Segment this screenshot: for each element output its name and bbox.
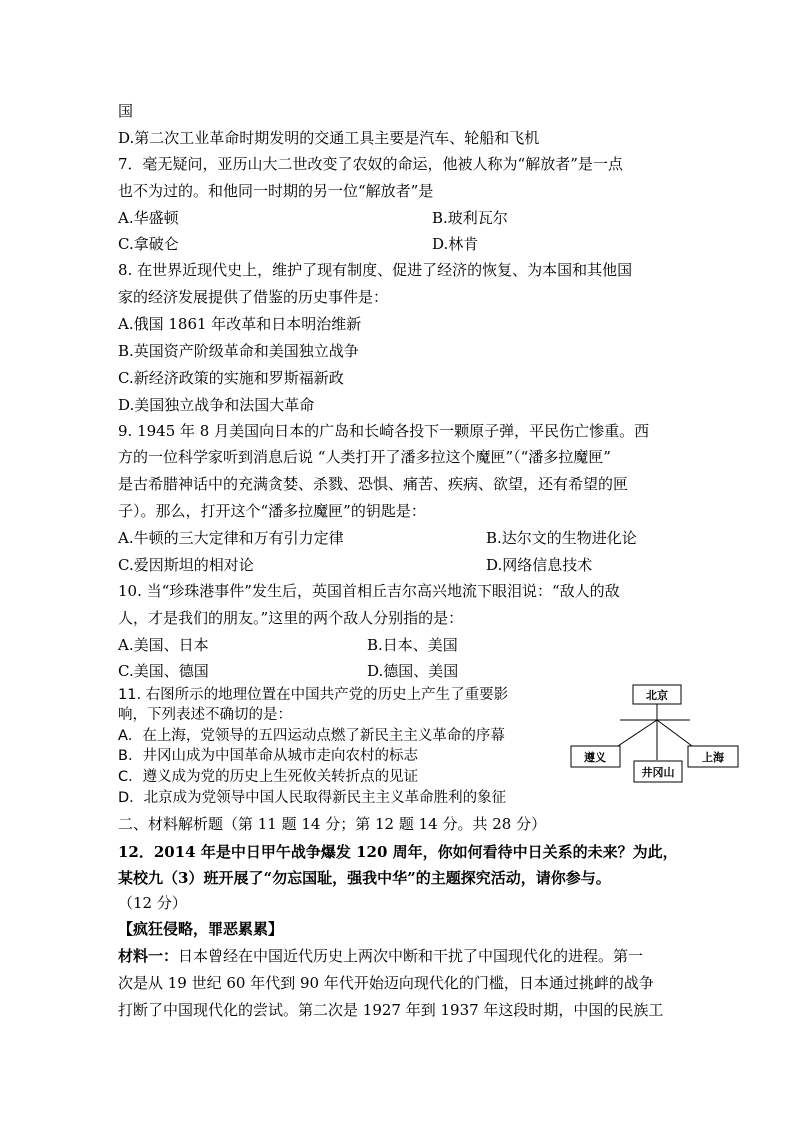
option-b: B.达尔文的生物进化论: [486, 529, 637, 547]
material-1-line: 次是从 19 世纪 60 年代到 90 年代开始迈向现代化的门槛，日本通过挑衅的战争: [118, 974, 654, 992]
text-line: 国: [118, 102, 134, 120]
option-d: D.林肯: [432, 235, 479, 253]
question-9-stem: 是古希腊神话中的充满贪婪、杀戮、恐惧、痛苦、疾病、欲望，还有希望的匣: [118, 475, 629, 493]
option-b: B.英国资产阶级革命和美国独立战争: [118, 342, 359, 360]
question-10-stem: 人，才是我们的朋友。”这里的两个敌人分别指的是：: [118, 609, 464, 627]
option-a: A.俄国 1861 年改革和日本明治维新: [118, 315, 362, 333]
question-12-score: （12 分）: [118, 894, 187, 912]
question-11-stem: 11. 右图所示的地理位置在中国共产党的历史上产生了重要影: [118, 687, 509, 703]
material-text: 日本曾经在中国近代历史上两次中断和干扰了中国现代化的进程。第一: [178, 947, 644, 965]
option-d: D.美国独立战争和法国大革命: [118, 396, 315, 414]
option-d: D.网络信息技术: [486, 556, 593, 574]
material-label: 材料一：: [118, 947, 179, 965]
option-c: C.爱因斯坦的相对论: [118, 556, 254, 574]
option-d: D.德国、美国: [367, 662, 459, 680]
question-7-stem: 7．毫无疑问，亚历山大二世改变了农奴的命运，他被人称为“解放者”是一点: [118, 155, 623, 173]
material-1-line: 打断了中国现代化的尝试。第二次是 1927 年到 1937 年这段时期，中国的民族工: [118, 1001, 664, 1019]
option-b: B.日本、美国: [367, 636, 458, 654]
question-12-stem: 12．2014 年是中日甲午战争爆发 120 周年，你如何看待中日关系的未来？为此，: [118, 843, 678, 861]
diagram-label-shanghai: 上海: [702, 751, 724, 764]
option-a: A.牛顿的三大定律和万有引力定律: [118, 529, 344, 547]
option-d: D．北京成为党领导中国人民取得新民主主义革命胜利的象征: [118, 790, 507, 806]
option-a: A.华盛顿: [118, 209, 179, 227]
question-8-stem: 8. 在世界近现代史上，维护了现有制度、促进了经济的恢复、为本国和其他国: [118, 261, 633, 279]
diagram-label-beijing: 北京: [646, 689, 668, 702]
option-b: B．井冈山成为中国革命从城市走向农村的标志: [118, 748, 418, 764]
section-heading: 二、材料解析题（第 11 题 14 分；第 12 题 14 分。共 28 分）: [118, 815, 547, 833]
question-12-stem: 某校九（3）班开展了“勿忘国耻，强我中华”的主题探究活动，请你参与。: [118, 869, 611, 887]
option-c: C．遵义成为党的历史上生死攸关转折点的见证: [118, 769, 419, 785]
option-d: D.第二次工业革命时期发明的交通工具主要是汽车、轮船和飞机: [118, 129, 540, 147]
material-1-line: [118, 946, 643, 966]
question-7-stem: 也不为过的。和他同一时期的另一位“解放者”是: [118, 182, 434, 200]
location-diagram: [566, 684, 746, 794]
option-c: C.新经济政策的实施和罗斯福新政: [118, 369, 344, 387]
question-8-stem: 家的经济发展提供了借鉴的历史事件是：: [118, 288, 389, 306]
option-a: A．在上海，党领导的五四运动点燃了新民主主义革命的序幕: [118, 728, 505, 744]
diagram-label-zunyi: 遵义: [584, 751, 606, 764]
subsection-heading: 【疯狂侵略，罪恶累累】: [118, 920, 284, 938]
option-a: A.美国、日本: [118, 636, 209, 654]
diagram-label-jinggangshan: 井冈山: [641, 766, 675, 779]
option-c: C.美国、德国: [118, 662, 209, 680]
option-b: B.玻利瓦尔: [432, 209, 508, 227]
question-9-stem: 9. 1945 年 8 月美国向日本的广岛和长崎各投下一颗原子弹，平民伤亡惨重。西: [118, 422, 650, 440]
question-10-stem: 10. 当“珍珠港事件”发生后，英国首相丘吉尔高兴地流下眼泪说：“敌人的敌: [118, 582, 620, 600]
question-9-stem: 方的一位科学家听到消息后说 “人类打开了潘多拉这个魔匣”（“潘多拉魔匣”: [118, 448, 611, 466]
question-11-stem: 响，下列表述不确切的是：: [118, 707, 292, 723]
question-9-stem: 子）。那么，打开这个“潘多拉魔匣”的钥匙是：: [118, 502, 426, 520]
option-c: C.拿破仑: [118, 235, 179, 253]
